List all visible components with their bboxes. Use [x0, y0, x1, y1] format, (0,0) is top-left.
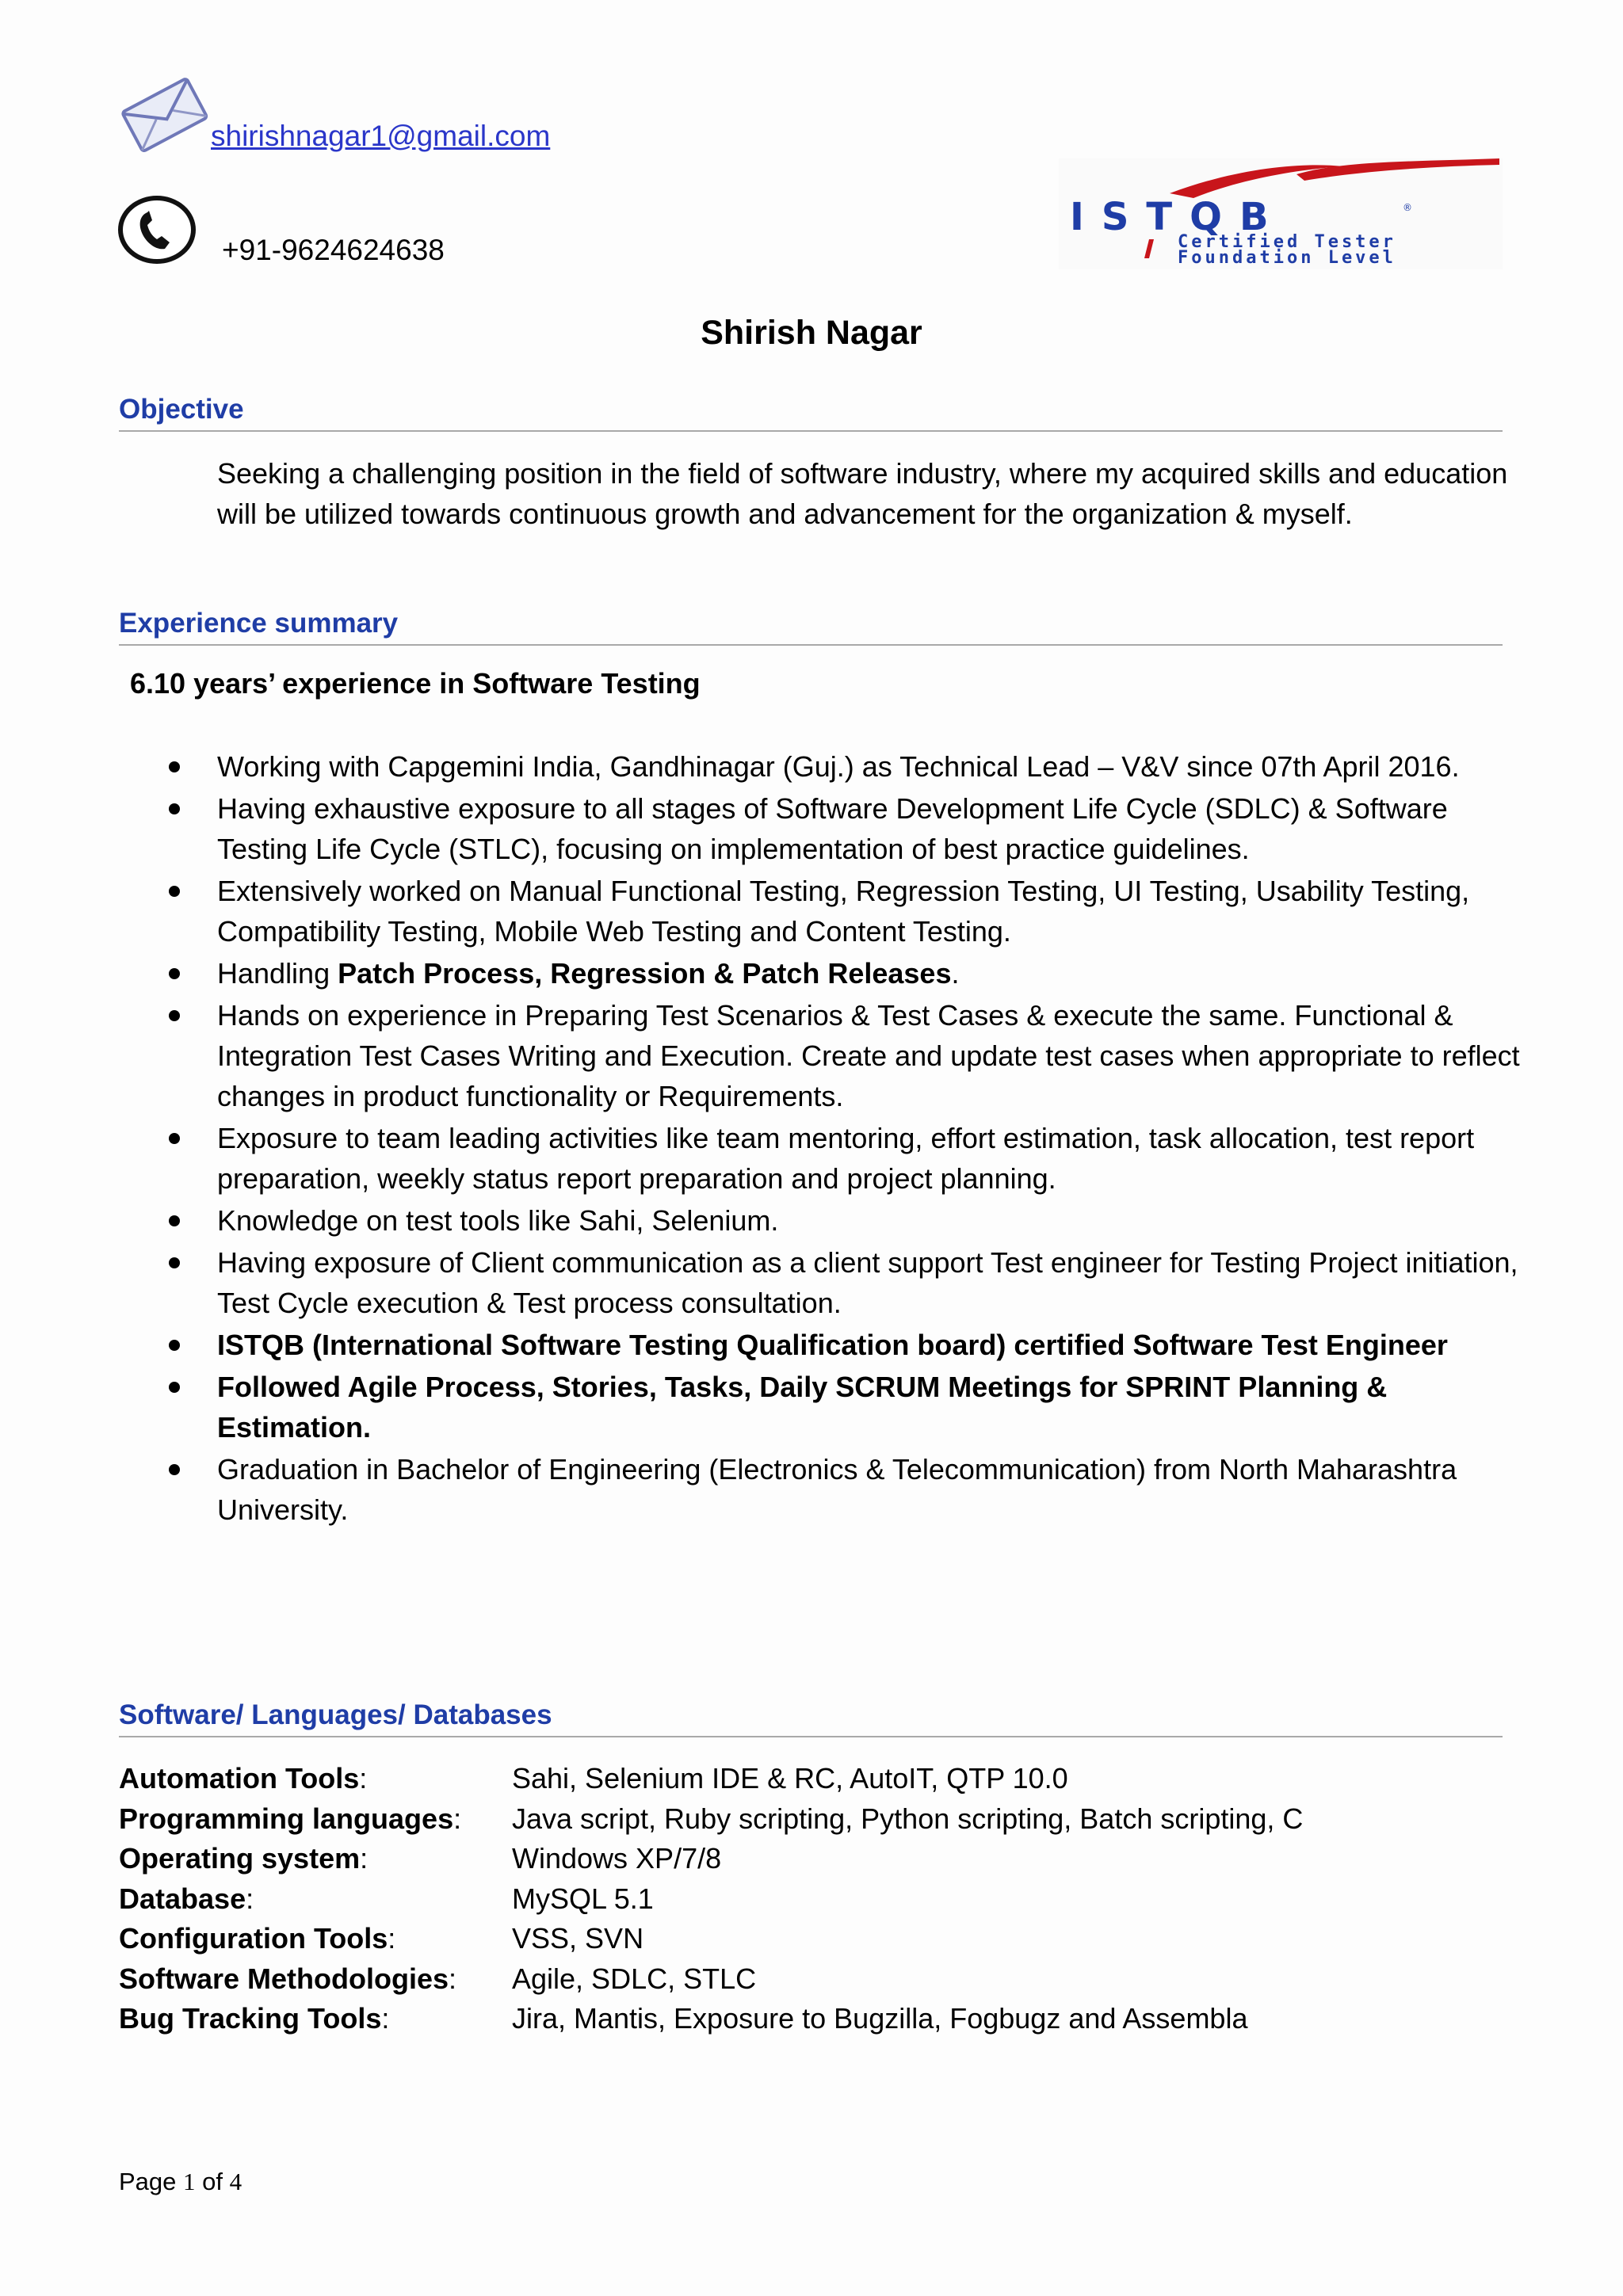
- table-row: Operating system: Windows XP/7/8: [119, 1839, 1503, 1879]
- software-heading: Software/ Languages/ Databases: [119, 1700, 1503, 1737]
- svg-text:Foundation Level: Foundation Level: [1178, 248, 1396, 268]
- page-of-label: of: [202, 2168, 223, 2195]
- list-item: Knowledge on test tools like Sahi, Selenium.: [166, 1200, 1522, 1241]
- list-item: Graduation in Bachelor of Engineering (Electronics & Telecommunication) from North Maharashtra University.: [166, 1449, 1522, 1530]
- table-row: Programming languages: Java script, Ruby scripting, Python scripting, Batch scripting, C: [119, 1799, 1503, 1840]
- page-footer: [119, 2168, 242, 2196]
- table-row: Software Methodologies: Agile, SDLC, STLC: [119, 1959, 1503, 2000]
- skill-value: Windows XP/7/8: [512, 1842, 722, 1875]
- list-item: Working with Capgemini India, Gandhinagar (Guj.) as Technical Lead – V&V since 07th April 2016.: [166, 746, 1522, 787]
- skill-value: Sahi, Selenium IDE & RC, AutoIT, QTP 10.0: [512, 1762, 1068, 1794]
- list-item: Hands on experience in Preparing Test Scenarios & Test Cases & execute the same. Functional & Integration Test Cases Writing and Execution. Create and update test cases when appropriate to reflect changes in product functionality or Requirements.: [166, 995, 1522, 1116]
- list-item: Having exposure of Client communication as a client support Test engineer for Testing Project initiation, Test Cycle execution & Test process consultation.: [166, 1242, 1522, 1323]
- table-row: Automation Tools: Sahi, Selenium IDE & RC, AutoIT, QTP 10.0: [119, 1759, 1503, 1799]
- table-row: Database: MySQL 5.1: [119, 1879, 1503, 1920]
- experience-subheading: 6.10 years’ experience in Software Testing: [130, 667, 701, 700]
- skill-label: Programming languages: [119, 1802, 454, 1835]
- skill-label: Automation Tools: [119, 1762, 360, 1794]
- email-link[interactable]: shirishnagar1@gmail.com: [211, 120, 551, 152]
- page-current: 1: [183, 2168, 196, 2195]
- experience-list: [166, 746, 1522, 1531]
- skill-value: Agile, SDLC, STLC: [512, 1962, 757, 1995]
- skill-value: MySQL 5.1: [512, 1882, 654, 1915]
- skill-label: Configuration Tools: [119, 1922, 388, 1955]
- list-item: Extensively worked on Manual Functional Testing, Regression Testing, UI Testing, Usability Testing, Compatibility Testing, Mobile Web Testing and Content Testing.: [166, 871, 1522, 952]
- skill-label: Operating system: [119, 1842, 361, 1875]
- skill-label: Database: [119, 1882, 246, 1915]
- svg-text:®: ®: [1403, 202, 1412, 213]
- page-total: 4: [229, 2168, 242, 2195]
- page-label: Page: [119, 2168, 177, 2195]
- phone-contact: [116, 193, 445, 266]
- table-row: Bug Tracking Tools: Jira, Mantis, Exposure to Bugzilla, Fogbugz and Assembla: [119, 1999, 1503, 2039]
- list-item: Handling Patch Process, Regression & Patch Releases.: [166, 953, 1522, 994]
- envelope-icon: [116, 73, 209, 152]
- candidate-name: Shirish Nagar: [701, 314, 922, 352]
- email-contact: [116, 73, 550, 152]
- istqb-logo: [1059, 158, 1503, 269]
- svg-text:ISTQB: ISTQB: [1070, 195, 1286, 239]
- list-item: Exposure to team leading activities like team mentoring, effort estimation, task allocation, test report preparation, weekly status report preparation and project planning.: [166, 1118, 1522, 1199]
- table-row: Configuration Tools: VSS, SVN: [119, 1919, 1503, 1959]
- skill-value: VSS, SVN: [512, 1922, 644, 1955]
- skill-label: Bug Tracking Tools: [119, 2002, 382, 2035]
- experience-heading: Experience summary: [119, 608, 1503, 646]
- list-item: Having exhaustive exposure to all stages of Software Development Life Cycle (SDLC) & Software Testing Life Cycle (STLC), focusing on implementation of best practice guidelines.: [166, 788, 1522, 869]
- phone-number: +91-9624624638: [222, 234, 445, 266]
- list-item: ISTQB (International Software Testing Qualification board) certified Software Test Engineer: [166, 1325, 1522, 1365]
- list-item: Followed Agile Process, Stories, Tasks, Daily SCRUM Meetings for SPRINT Planning & Estimation.: [166, 1367, 1522, 1447]
- skill-label: Software Methodologies: [119, 1962, 449, 1995]
- skills-table: [119, 1759, 1503, 2039]
- skill-value: Jira, Mantis, Exposure to Bugzilla, Fogbugz and Assembla: [512, 2002, 1248, 2035]
- phone-icon: [116, 193, 201, 266]
- svg-text:Certified Tester: Certified Tester: [1178, 232, 1396, 252]
- skill-value: Java script, Ruby scripting, Python scripting, Batch scripting, C: [512, 1802, 1304, 1835]
- objective-heading: Objective: [119, 395, 1503, 432]
- objective-text: Seeking a challenging position in the field of software industry, where my acquired skills and education will be utilized towards continuous growth and advancement for the organization & myself.: [217, 457, 1508, 530]
